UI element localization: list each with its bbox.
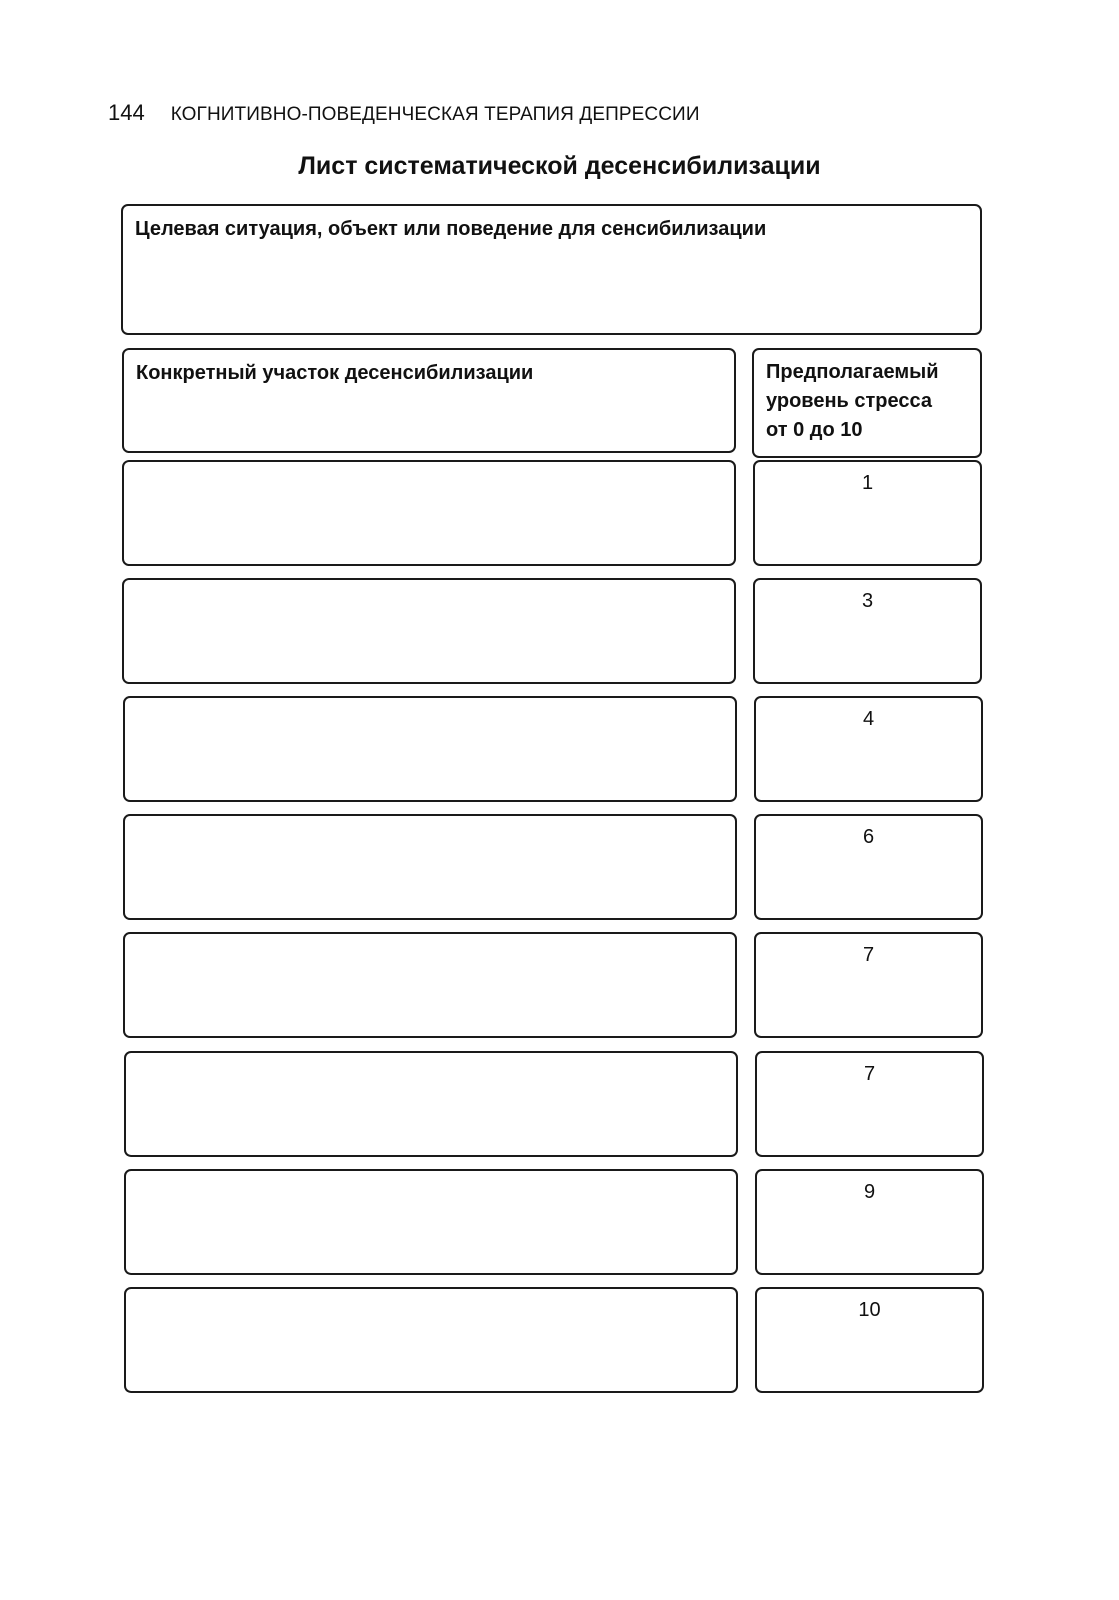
stress-level-cell[interactable] bbox=[755, 1287, 984, 1393]
step-field[interactable] bbox=[122, 460, 736, 566]
stress-level-value: 3 bbox=[861, 590, 874, 612]
step-field[interactable] bbox=[124, 1051, 738, 1157]
stress-level-value: 1 bbox=[861, 472, 874, 494]
stress-level-label-line-2: уровень стресса bbox=[766, 390, 932, 412]
stress-level-header bbox=[752, 348, 982, 458]
step-field[interactable] bbox=[123, 814, 737, 920]
step-field[interactable] bbox=[122, 578, 736, 684]
step-field[interactable] bbox=[124, 1169, 738, 1275]
running-head bbox=[108, 100, 700, 130]
stress-level-cell[interactable] bbox=[753, 460, 982, 566]
stress-level-label bbox=[754, 350, 980, 445]
worksheet-title: Лист систематической десенсибилизации bbox=[298, 152, 821, 180]
step-field[interactable] bbox=[124, 1287, 738, 1393]
stress-level-label-line-3: от 0 до 10 bbox=[766, 419, 863, 441]
desensitization-area-header bbox=[122, 348, 736, 453]
stress-level-value: 6 bbox=[862, 826, 875, 848]
step-field[interactable] bbox=[123, 696, 737, 802]
stress-level-value: 10 bbox=[858, 1299, 881, 1321]
stress-level-value: 7 bbox=[862, 944, 875, 966]
target-situation-field[interactable] bbox=[121, 204, 982, 335]
book-title: КОГНИТИВНО-ПОВЕДЕНЧЕСКАЯ ТЕРАПИЯ ДЕПРЕССИИ bbox=[170, 104, 700, 125]
stress-level-cell[interactable] bbox=[754, 814, 983, 920]
stress-level-value: 9 bbox=[863, 1181, 876, 1203]
desensitization-area-label: Конкретный участок десенсибилизации bbox=[136, 362, 534, 384]
stress-level-cell[interactable] bbox=[754, 696, 983, 802]
stress-level-cell[interactable] bbox=[753, 578, 982, 684]
stress-level-cell[interactable] bbox=[755, 1169, 984, 1275]
stress-level-value: 4 bbox=[862, 708, 875, 730]
stress-level-cell[interactable] bbox=[755, 1051, 984, 1157]
target-situation-label: Целевая ситуация, объект или поведение для сенсибилизации bbox=[135, 218, 767, 240]
stress-level-cell[interactable] bbox=[754, 932, 983, 1038]
stress-level-label-line-1: Предполагаемый bbox=[766, 361, 939, 383]
stress-level-value: 7 bbox=[863, 1063, 876, 1085]
page-number: 144 bbox=[108, 100, 145, 125]
step-field[interactable] bbox=[123, 932, 737, 1038]
